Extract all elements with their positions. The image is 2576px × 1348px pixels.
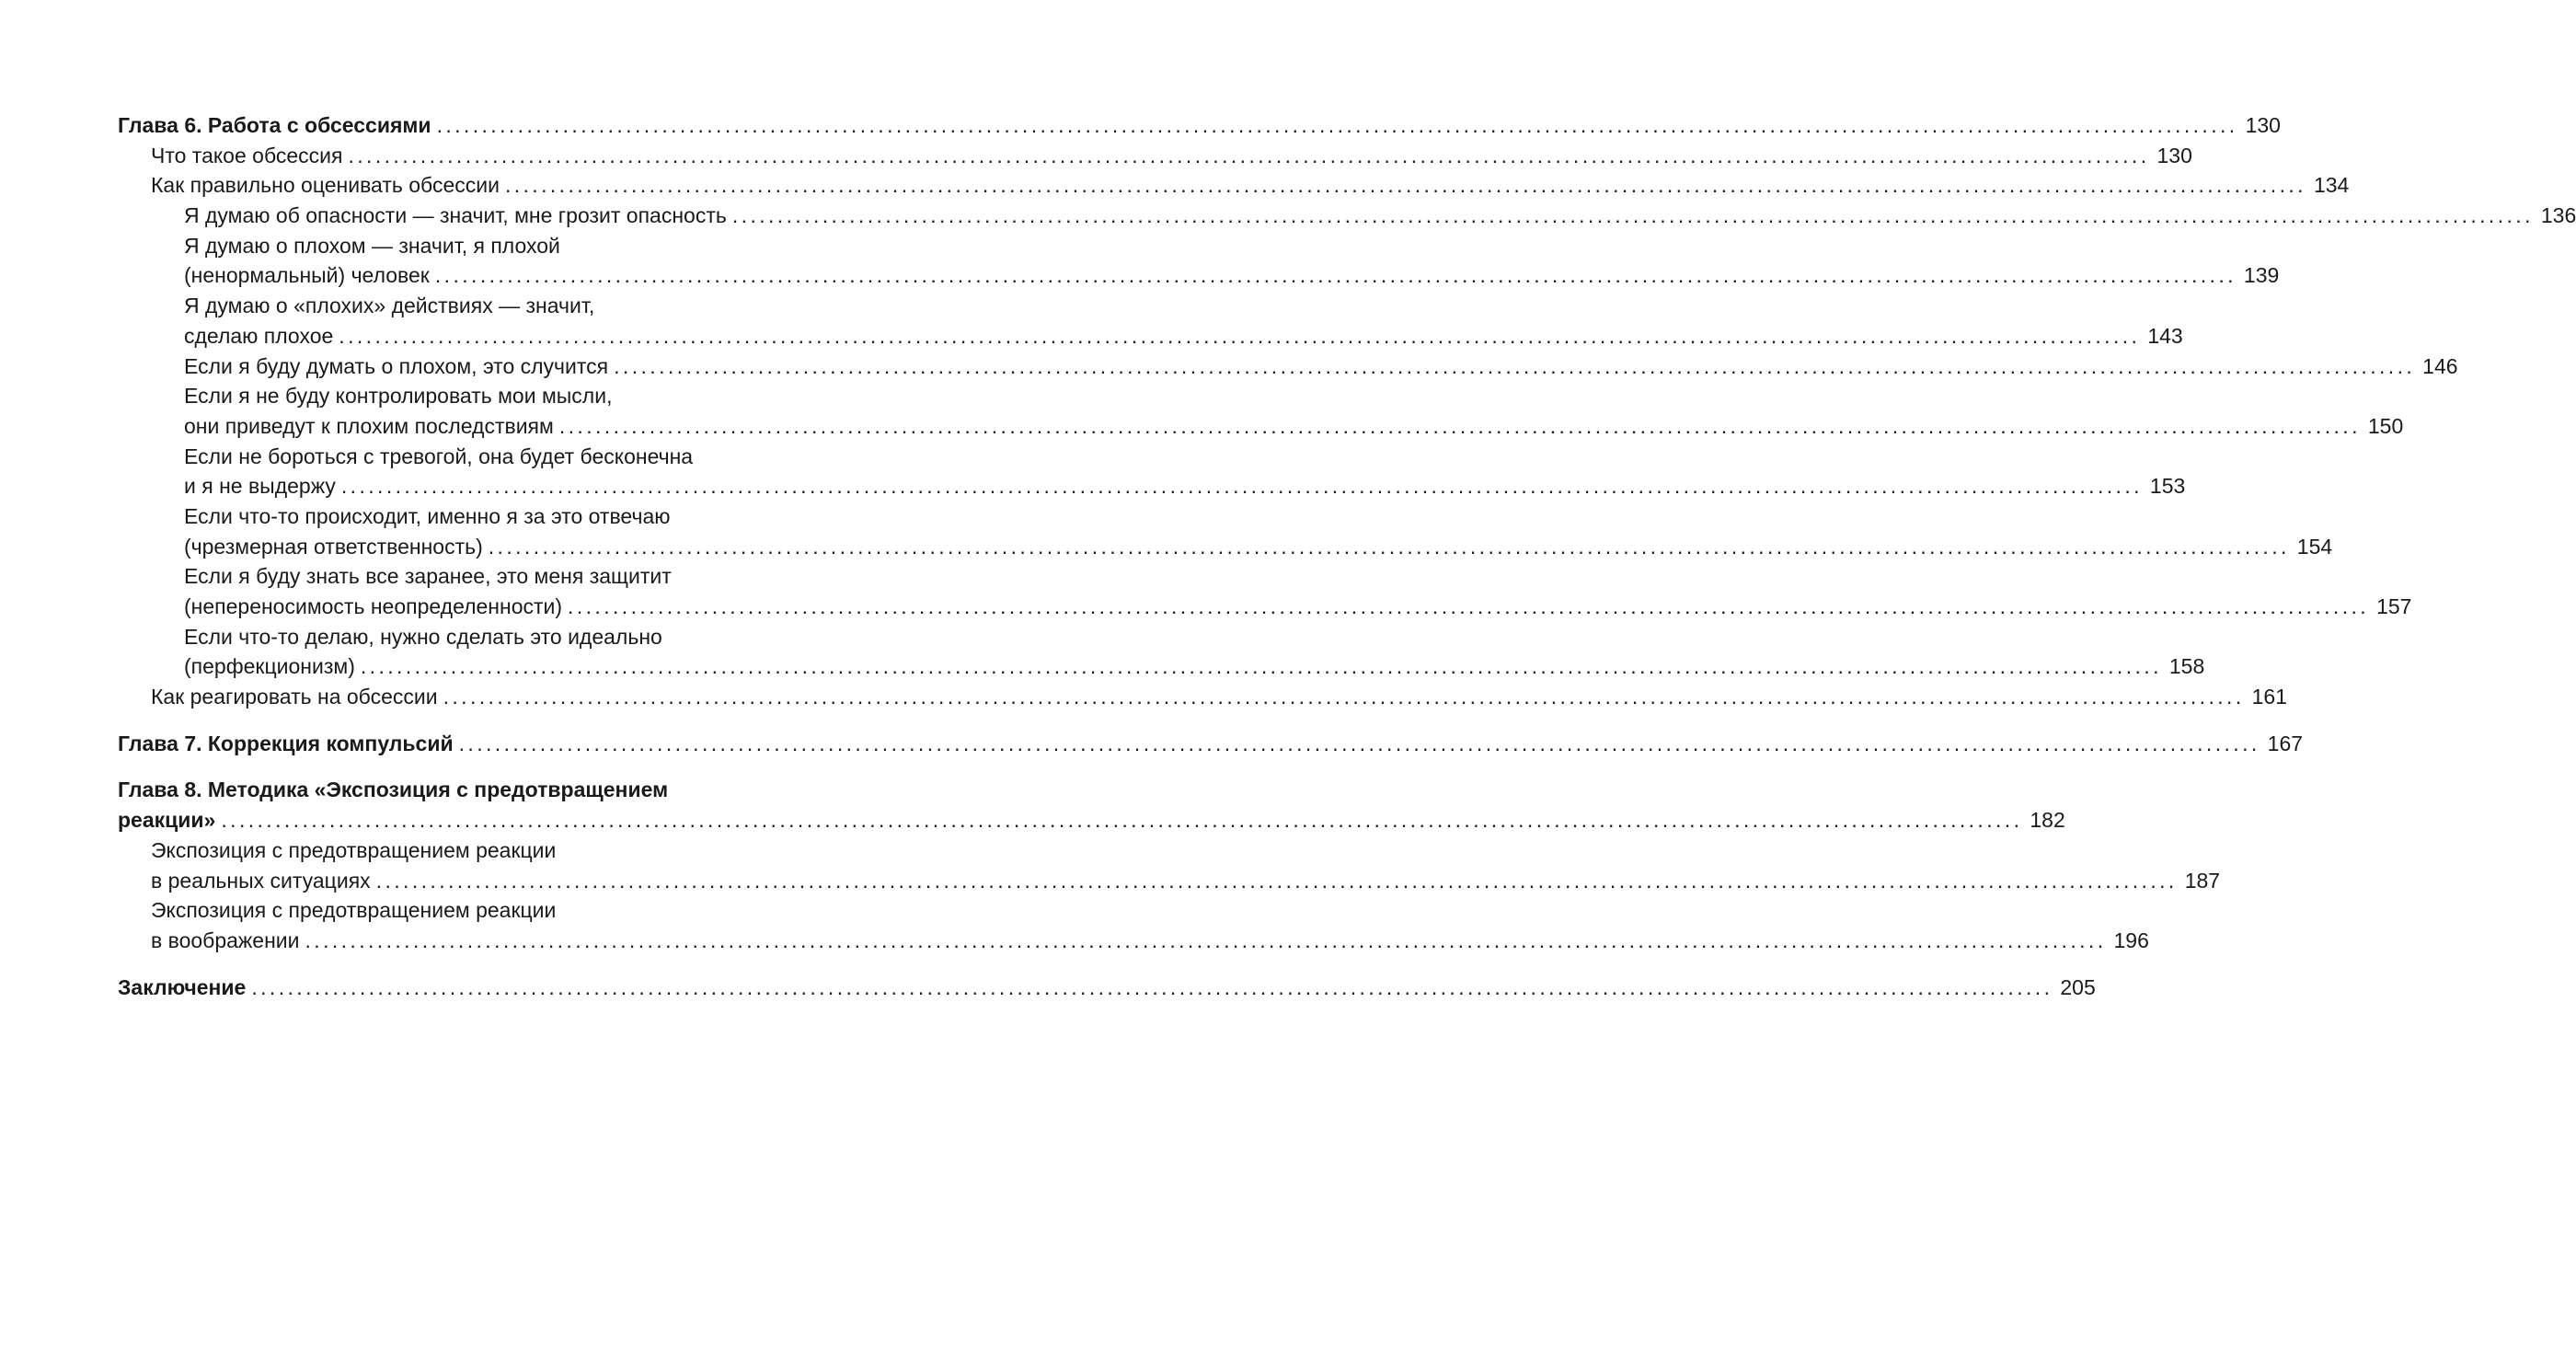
toc-entry-title: Если я буду думать о плохом, это случится: [184, 353, 609, 378]
toc-entry-title: в воображении: [151, 927, 300, 952]
toc-entry-title: Экспозиция с предотвращением реакции: [151, 898, 557, 923]
table-of-contents: [0, 110, 2576, 1002]
toc-chapter-entry[interactable]: [0, 729, 2304, 759]
toc-entry-line: [0, 110, 2281, 141]
toc-entry-title: сделаю плохое: [184, 323, 334, 348]
toc-entry-title: Если я буду знать все заранее, это меня защитит: [184, 564, 672, 589]
dot-leader: ........................................................................................................................................................................................................: [504, 173, 2306, 198]
toc-entry-line: [0, 381, 920, 411]
toc-chapter-entry[interactable]: [0, 110, 2281, 141]
toc-entry-title: Если не бороться с тревогой, она будет бесконечна: [184, 444, 694, 468]
toc-entry-line: [0, 895, 920, 926]
dot-leader: ........................................................................................................................................................................................................: [434, 263, 2237, 288]
toc-entry-line: [0, 805, 2065, 835]
toc-entry-title: (ненормальный) человек: [184, 263, 430, 288]
toc-entry-line: [0, 170, 2350, 201]
toc-entry-line: [0, 291, 920, 321]
toc-entry-title: в реальных ситуациях: [151, 868, 371, 893]
toc-entry-title: Глава 8. Методика «Экспозиция с предотвращением: [118, 778, 669, 802]
dot-leader: ........................................................................................................................................................................................................: [731, 203, 2534, 228]
dot-leader: ........................................................................................................................................................................................................: [360, 654, 2162, 679]
dot-leader: ........................................................................................................................................................................................................: [558, 413, 2361, 438]
toc-page-number: 150: [2367, 413, 2404, 438]
toc-entry-title: Экспозиция с предотвращением реакции: [151, 837, 557, 862]
dot-leader: ........................................................................................................................................................................................................: [348, 143, 2150, 167]
dot-leader: ........................................................................................................................................................................................................: [251, 974, 2053, 999]
dot-leader: ........................................................................................................................................................................................................: [488, 534, 2290, 559]
toc-page-number: 146: [2422, 353, 2458, 378]
toc-entry-line: [0, 501, 920, 532]
toc-entry-title: Как реагировать на обсессии: [151, 685, 438, 709]
toc-entry-title: Если я не буду контролировать мои мысли,: [184, 384, 613, 409]
toc-entry-line: [0, 651, 2205, 682]
dot-leader: ........................................................................................................................................................................................................: [443, 685, 2245, 709]
toc-page-number: 205: [2060, 974, 2096, 999]
toc-entry-line: [0, 835, 920, 866]
toc-chapter-entry[interactable]: [0, 973, 2096, 1003]
toc-section-entry[interactable]: [0, 141, 2192, 171]
toc-entry-line: [0, 866, 2221, 896]
toc-entry-line: [0, 351, 2458, 382]
toc-page-number: 154: [2296, 534, 2333, 559]
toc-entry-title: Я думаю о плохом — значит, я плохой: [184, 233, 560, 258]
toc-page-number: 187: [2184, 868, 2221, 893]
toc-entry-line: [0, 682, 2287, 712]
toc-entry-title: и я не выдержу: [184, 474, 336, 499]
toc-section-entry[interactable]: [0, 682, 2287, 712]
toc-section-entry[interactable]: [0, 442, 2186, 501]
toc-entry-title: Глава 7. Коррекция компульсий: [118, 731, 454, 755]
toc-page-number: 158: [2168, 654, 2205, 679]
toc-page-number: 153: [2149, 474, 2186, 499]
toc-page-number: 161: [2251, 685, 2287, 709]
toc-entry-line: [0, 926, 2149, 956]
toc-entry-title: Что такое обсессия: [151, 143, 343, 167]
toc-entry-title: Как правильно оценивать обсессии: [151, 173, 500, 198]
toc-entry-title: Если что-то происходит, именно я за это отвечаю: [184, 503, 671, 528]
toc-entry-line: [0, 201, 2576, 231]
dot-leader: ........................................................................................................................................................................................................: [339, 323, 2141, 348]
toc-entry-line: [0, 775, 920, 805]
toc-entry-title: Если что-то делаю, нужно сделать это идеально: [184, 624, 662, 649]
dot-leader: ........................................................................................................................................................................................................: [436, 113, 2238, 137]
toc-entry-title: Заключение: [118, 974, 247, 999]
dot-leader: ........................................................................................................................................................................................................: [375, 868, 2178, 893]
toc-section-entry[interactable]: [0, 622, 2205, 682]
toc-entry-line: [0, 532, 2333, 562]
toc-section-entry[interactable]: [0, 231, 2280, 291]
toc-entry-title: (непереносимость неопределенности): [184, 594, 563, 618]
toc-entry-line: [0, 321, 2183, 351]
toc-section-entry[interactable]: [0, 561, 2412, 621]
toc-entry-line: [0, 561, 920, 592]
toc-page-number: 134: [2313, 173, 2350, 198]
toc-entry-title: (чрезмерная ответственность): [184, 534, 483, 559]
toc-entry-title: Я думаю о «плохих» действиях — значит,: [184, 294, 595, 318]
dot-leader: ........................................................................................................................................................................................................: [340, 474, 2143, 499]
toc-chapter-entry[interactable]: [0, 775, 2065, 835]
toc-section-entry[interactable]: [0, 895, 2149, 955]
toc-page-number: 167: [2267, 731, 2304, 755]
toc-entry-title: Я думаю об опасности — значит, мне грозит опасность: [184, 203, 727, 228]
toc-entry-line: [0, 973, 2096, 1003]
toc-section-entry[interactable]: [0, 835, 2221, 895]
toc-section-entry[interactable]: [0, 501, 2333, 561]
toc-section-entry[interactable]: [0, 351, 2458, 382]
toc-entry-title: (перфекционизм): [184, 654, 355, 679]
toc-entry-line: [0, 622, 920, 652]
toc-entry-line: [0, 411, 2404, 442]
toc-entry-line: [0, 471, 2186, 501]
dot-leader: ........................................................................................................................................................................................................: [568, 594, 2370, 618]
toc-page-number: 196: [2113, 927, 2149, 952]
toc-section-entry[interactable]: [0, 291, 2183, 351]
toc-entry-line: [0, 260, 2280, 291]
toc-entry-title: Глава 6. Работа с обсессиями: [118, 113, 431, 137]
toc-entry-line: [0, 231, 920, 261]
toc-page-number: 157: [2376, 594, 2412, 618]
toc-page-number: 182: [2030, 808, 2065, 833]
dot-leader: ........................................................................................................................................................................................................: [458, 731, 2260, 755]
toc-entry-line: [0, 141, 2192, 171]
dot-leader: ........................................................................................................................................................................................................: [305, 927, 2107, 952]
dot-leader: ........................................................................................................................................................................................................: [614, 353, 2416, 378]
toc-entry-title: они приведут к плохим последствиям: [184, 413, 554, 438]
toc-page-number: 130: [2245, 113, 2281, 137]
toc-section-entry[interactable]: [0, 381, 2404, 441]
toc-page-number: 136: [2540, 203, 2576, 228]
toc-entry-line: [0, 592, 2412, 622]
toc-entry-line: [0, 442, 920, 472]
toc-page-number: 143: [2147, 323, 2183, 348]
toc-page-number: 130: [2156, 143, 2192, 167]
toc-entry-title: реакции»: [118, 808, 216, 833]
toc-section-entry[interactable]: [0, 201, 2576, 231]
toc-entry-line: [0, 729, 2304, 759]
toc-section-entry[interactable]: [0, 170, 2350, 201]
toc-page-number: 139: [2243, 263, 2280, 288]
dot-leader: ........................................................................................................................................................................................................: [221, 808, 2023, 833]
